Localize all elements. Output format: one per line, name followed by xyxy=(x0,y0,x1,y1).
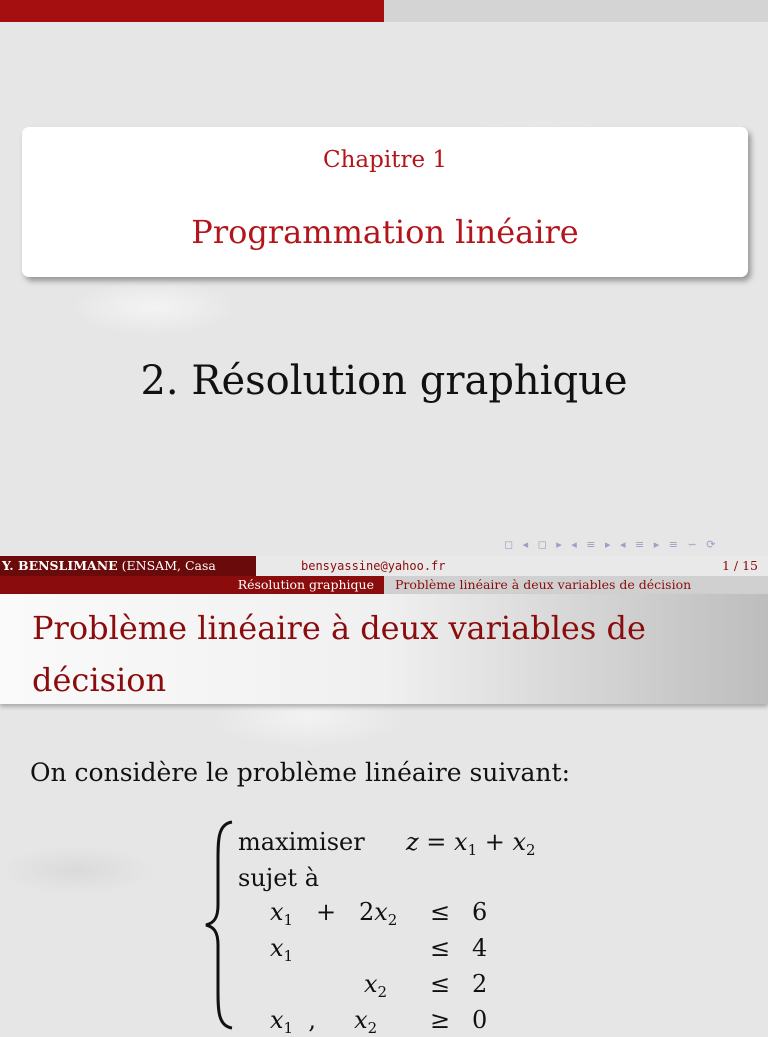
top-progress-bar xyxy=(0,0,384,22)
lp-constraint-1-terms: $x_1 + 2x_2$ xyxy=(270,898,398,929)
top-progress-bar-remaining xyxy=(384,0,768,22)
lp-constraint-1-rel: ≤ xyxy=(430,898,451,926)
breadcrumb-subsection[interactable]: Problème linéaire à deux variables de décision xyxy=(395,577,692,592)
left-brace-icon xyxy=(200,820,240,1030)
chapter-label: Chapitre 1 xyxy=(323,147,447,173)
footer-page-number: 1 / 15 xyxy=(721,558,758,573)
lp-constraint-4-rel: ≥ xyxy=(430,1006,451,1034)
footer-affiliation: (ENSAM, Casa xyxy=(121,558,216,573)
lp-objective: $z = x_1 + x_2$ xyxy=(406,828,536,859)
frame-title-band xyxy=(0,594,768,704)
footer-info-block xyxy=(256,556,768,576)
footer-author: Y. BENSLIMANE xyxy=(2,558,118,573)
lp-constraint-4-rhs: 0 xyxy=(472,1006,488,1034)
lp-constraint-3-rel: ≤ xyxy=(430,970,451,998)
beamer-navigation-icons[interactable]: ◻ ◂ ◻ ▸ ◂ ≡ ▸ ◂ ≡ ▸ ≡ ∽ ⟳ xyxy=(504,538,719,551)
breadcrumb-section-bar xyxy=(0,576,384,594)
frame-title: Problème linéaire à deux variables de décision xyxy=(32,609,646,699)
lp-constraint-3-rhs: 2 xyxy=(472,970,488,998)
lp-constraint-4-terms: $x_1$ , $x_2$ xyxy=(270,1006,378,1037)
footer-author-block xyxy=(0,556,256,576)
footer-email: bensyassine@yahoo.fr xyxy=(301,559,446,573)
breadcrumb-section[interactable]: Résolution graphique xyxy=(237,577,374,592)
lp-constraint-2-terms: $x_1$ xyxy=(270,934,294,965)
intro-text: On considère le problème linéaire suivant: xyxy=(30,758,571,787)
section-heading: 2. Résolution graphique xyxy=(140,358,628,404)
lp-constraint-3-terms: $x_2$ xyxy=(364,970,388,1001)
title-block xyxy=(22,127,748,277)
lp-constraint-2-rel: ≤ xyxy=(430,934,451,962)
lp-constraint-2-rhs: 4 xyxy=(472,934,488,962)
presentation-title: Programmation linéaire xyxy=(191,213,579,251)
lp-maximize-word: maximiser xyxy=(238,828,365,856)
lp-constraint-1-rhs: 6 xyxy=(472,898,488,926)
breadcrumb-subsection-bar xyxy=(384,576,768,594)
lp-subject-to: sujet à xyxy=(238,864,319,892)
